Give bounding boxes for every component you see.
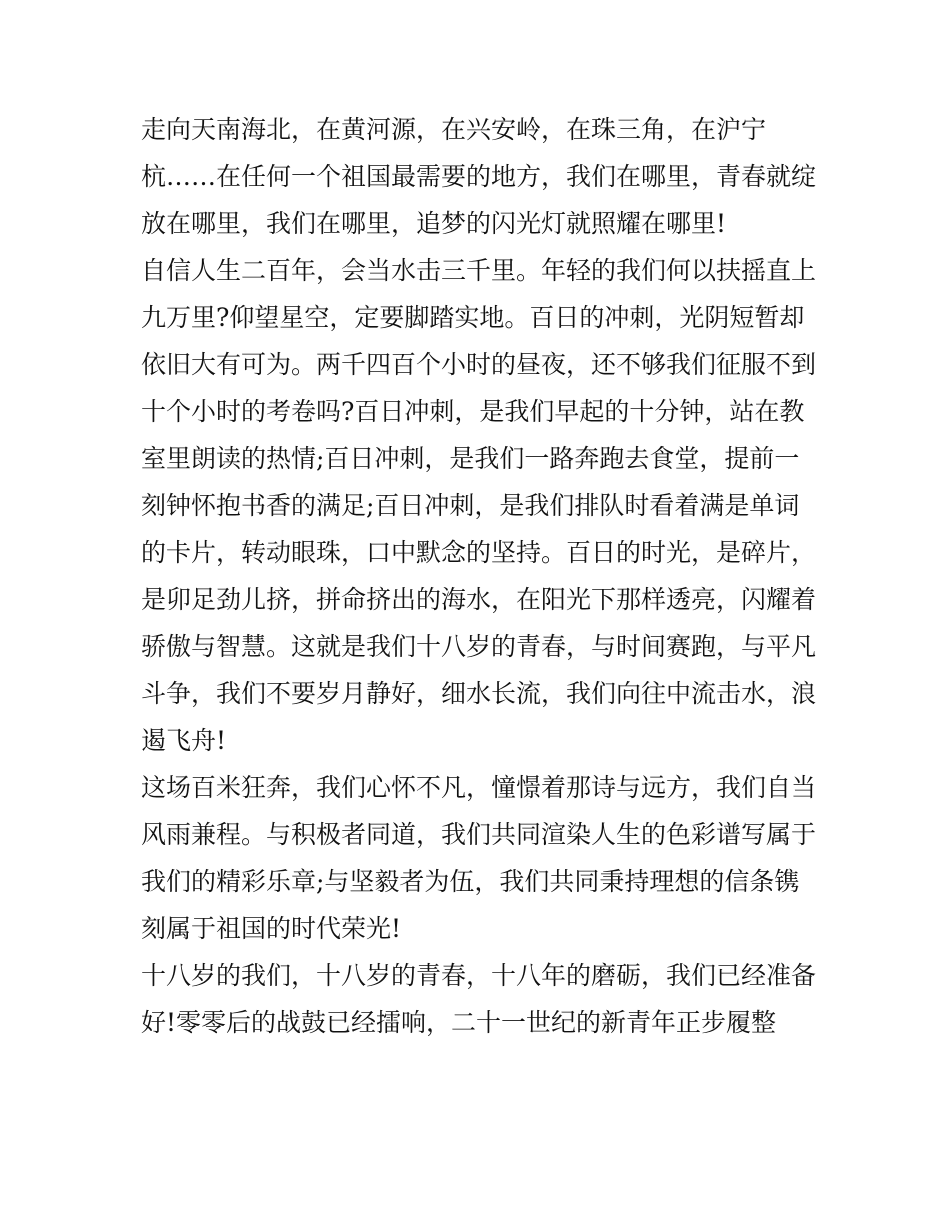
body-text: [141, 106, 821, 1046]
text-line: 风雨兼程。与积极者同道，我们共同渲染人生的色彩谱写属于: [141, 820, 817, 849]
text-line: 放在哪里，我们在哪里，追梦的闪光灯就照耀在哪里!: [141, 209, 727, 238]
text-line: 自信人生二百年，会当水击三千里。年轻的我们何以扶摇直上: [141, 256, 817, 285]
text-line: 是卯足劲儿挤，拼命挤出的海水，在阳光下那样透亮，闪耀着: [141, 585, 817, 614]
text-line: 九万里?仰望星空，定要脚踏实地。百日的冲刺，光阴短暂却: [141, 303, 805, 332]
text-line: 这场百米狂奔，我们心怀不凡，憧憬着那诗与远方，我们自当: [141, 773, 817, 802]
text-line: 骄傲与智慧。这就是我们十八岁的青春，与时间赛跑，与平凡: [141, 632, 817, 661]
text-line: 的卡片，转动眼珠，口中默念的坚持。百日的时光，是碎片，: [141, 538, 817, 567]
text-line: 好!零零后的战鼓已经擂响，二十一世纪的新青年正步履整: [141, 1008, 777, 1037]
text-line: 室里朗读的热情;百日冲刺，是我们一路奔跑去食堂，提前一: [141, 444, 800, 473]
text-line: 遏飞舟!: [141, 726, 227, 755]
text-line: 走向天南海北，在黄河源，在兴安岭，在珠三角，在沪宁: [141, 115, 767, 144]
text-line: 斗争，我们不要岁月静好，细水长流，我们向往中流击水，浪: [141, 679, 817, 708]
text-line: 刻属于祖国的时代荣光!: [141, 914, 402, 943]
text-line: 杭……在任何一个祖国最需要的地方，我们在哪里，青春就绽: [141, 162, 817, 191]
text-line: 我们的精彩乐章;与坚毅者为伍，我们共同秉持理想的信条镌: [141, 867, 800, 896]
text-line: 十个小时的考卷吗?百日冲刺，是我们早起的十分钟，站在教: [141, 397, 805, 426]
text-line: 十八岁的我们，十八岁的青春，十八年的磨砺，我们已经准备: [141, 961, 817, 990]
text-line: 刻钟怀抱书香的满足;百日冲刺，是我们排队时看着满是单词: [141, 491, 800, 520]
text-line: 依旧大有可为。两千四百个小时的昼夜，还不够我们征服不到: [141, 350, 817, 379]
